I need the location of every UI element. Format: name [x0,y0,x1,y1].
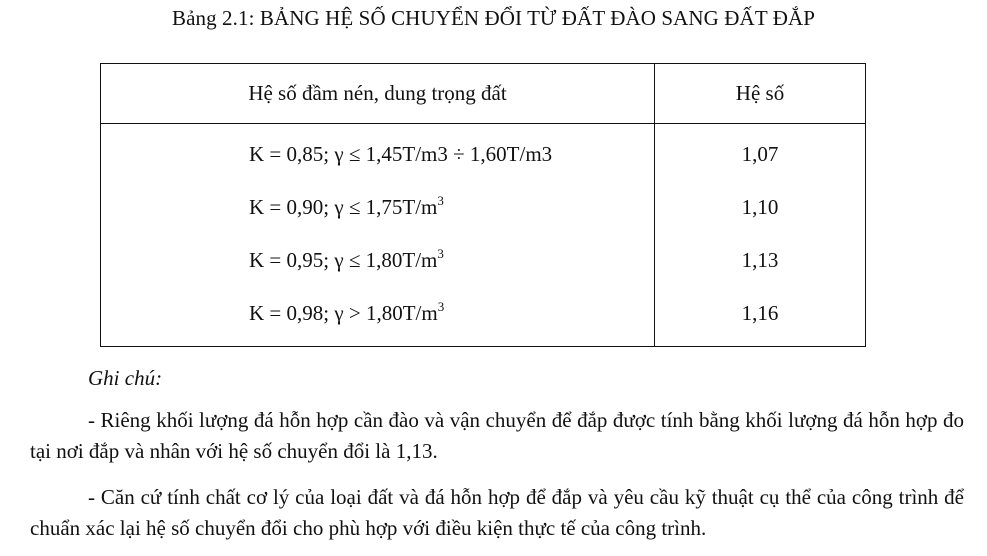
condition-text: K = 0,90; γ ≤ 1,75T/m [249,195,438,219]
row-value: 1,10 [655,181,866,234]
table-caption: Bảng 2.1: BẢNG HỆ SỐ CHUYỂN ĐỔI TỪ ĐẤT ĐÀO SANG ĐẤT ĐẮP [171,6,816,30]
row-condition [101,287,655,347]
row-condition [101,234,655,287]
row-value: 1,13 [655,234,866,287]
table-row [101,287,866,347]
table-header-row [101,64,866,124]
notes-title: Ghi chú: [88,366,163,390]
note-paragraph: - Riêng khối lượng đá hỗn hợp cần đào và vận chuyển để đắp được tính bằng khối lượng đá hỗn hợp đo tại nơi đắp và nhân với hệ số chuyển đổi là 1,13. [30,408,964,463]
condition-text: K = 0,98; γ > 1,80T/m [249,301,438,325]
row-condition [101,124,655,182]
condition-text: K = 0,85; γ ≤ 1,45T/m3 ÷ 1,60T/m3 [249,142,553,166]
table-row [101,181,866,234]
unit-superscript: 3 [437,246,444,261]
unit-superscript: 3 [437,193,444,208]
row-value: 1,16 [655,287,866,347]
table-row [101,234,866,287]
table-row [101,124,866,182]
row-condition [101,181,655,234]
header-compaction-density: Hệ số đầm nén, dung trọng đất [101,64,655,124]
condition-text: K = 0,95; γ ≤ 1,80T/m [249,248,438,272]
conversion-coefficient-table [100,63,866,347]
unit-superscript: 3 [437,299,445,314]
note-paragraph: - Căn cứ tính chất cơ lý của loại đất và đá hỗn hợp để đắp và yêu cầu kỹ thuật cụ thể của công trình để chuẩn xác lại hệ số chuyển đổi cho phù hợp với điều kiện thực tế của công trình. [30,485,964,540]
header-coefficient: Hệ số [655,64,866,124]
row-value: 1,07 [655,124,866,182]
